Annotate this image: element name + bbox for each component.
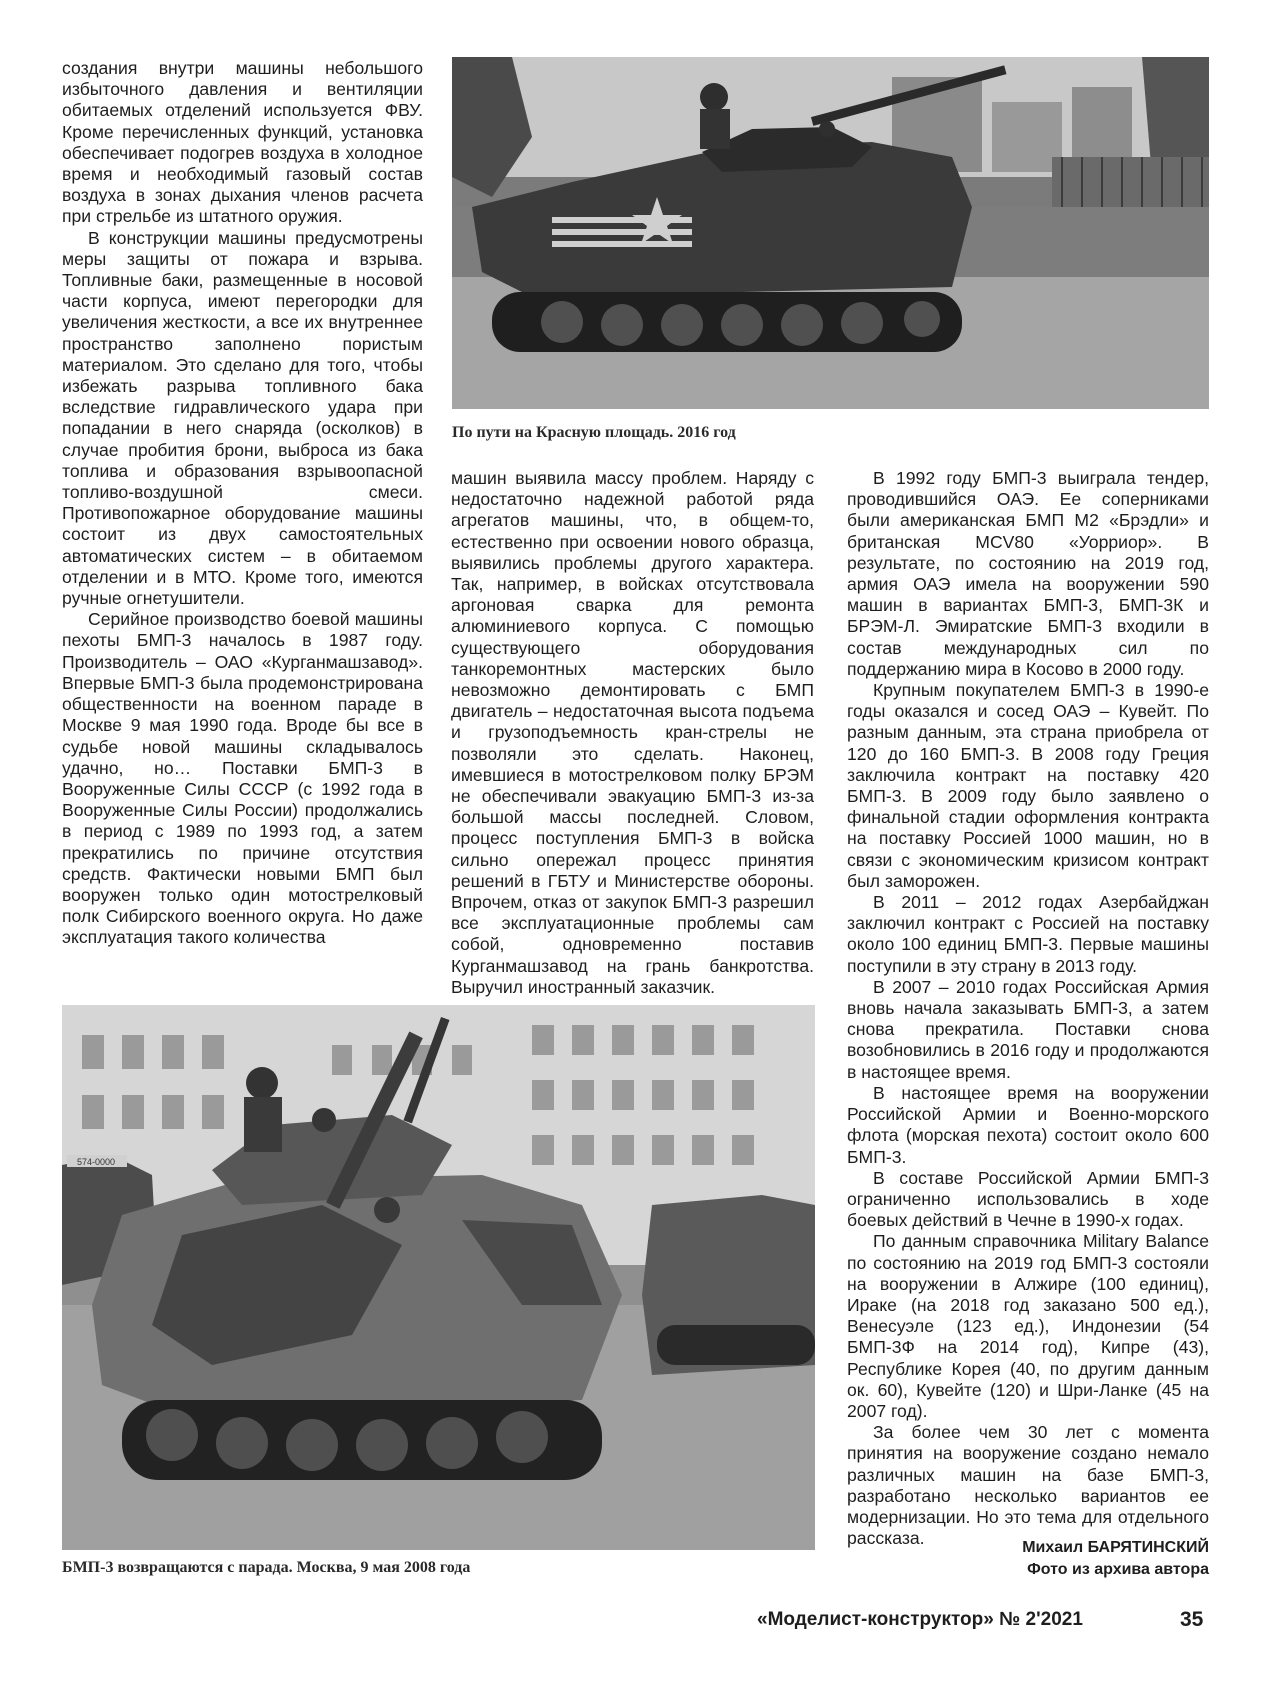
paragraph: В конструкции машины предусмотрены меры защиты от пожара и взрыва. Топливные баки, размещенные в носовой части корпуса, имеют перегородки для увеличения жесткости, а все их внутреннее пространство заполнено пористым материалом. Это сделано для того, чтобы избежать разрыва топливного бака вследствие гидравлического удара при попадании в него снаряда (осколков) в случае пробития брони, выброса из бака топлива и образования взрывоопасной топливо-воздушной смеси. Противопожарное оборудование машины состоит из двух самостоятельных автоматических систем – в обитаемом отделении и в МТО. Кроме того, имеются ручные огнетушители. bbox=[62, 227, 423, 609]
photo-caption-bottom: БМП-3 возвращаются с парада. Москва, 9 мая 2008 года bbox=[62, 1559, 471, 1576]
paragraph: В 1992 году БМП-3 выиграла тендер, проводившийся ОАЭ. Ее соперниками были американская БМП М2 «Брэдли» и британская MCV80 «Уорриор». В результате, по состоянию на 2019 год, армия ОАЭ имела на вооружении 590 машин в вариантах БМП-3, БМП-3К и БРЭМ-Л. Эмиратские БМП-3 входили в состав международных сил по поддержанию мира в Косово в 2000 году. bbox=[847, 468, 1209, 679]
paragraph: Крупным покупателем БМП-3 в 1990-е годы оказался и сосед ОАЭ – Кувейт. По разным данным, эта страна приобрела от 120 до 160 БМП-3. В 2008 году Греция заключила контракт на поставку 420 БМП-3. В 2009 году было заявлено о финальной стадии оформления контракта на поставку Россией 1000 машин, но в связи с экономическим кризисом контракт был заморожен. bbox=[847, 680, 1209, 891]
paragraph: создания внутри машины небольшого избыточного давления и вентиляции обитаемых отделений используется ФВУ. Кроме перечисленных функций, установка обеспечивает подогрев воздуха в холодное время и необходимый газовый состав воздуха в зонах дыхания членов расчета при стрельбе из штатного оружия. bbox=[62, 58, 423, 227]
photo-bmp3-red-square-2016 bbox=[452, 57, 1209, 409]
photo-caption-top: По пути на Красную площадь. 2016 год bbox=[452, 424, 736, 441]
photo-bmp3-parade-2008 bbox=[62, 1005, 815, 1550]
author-name: Михаил БАРЯТИНСКИЙ bbox=[1022, 1539, 1209, 1556]
paragraph: В 2007 – 2010 годах Российская Армия вновь начала заказывать БМП-3, а затем снова прекратила. Поставки снова возобновились в 2016 году и продолжаются в настоящее время. bbox=[847, 976, 1209, 1082]
page-number: 35 bbox=[1180, 1608, 1204, 1631]
paragraph: В 2011 – 2012 годах Азербайджан заключил контракт с Россией на поставку около 100 единиц БМП-3. Первые машины поступили в эту страну в 2013 году. bbox=[847, 892, 1209, 976]
article-column-left bbox=[62, 58, 423, 949]
vehicle-plate: 574-0000 bbox=[76, 1157, 116, 1167]
paragraph: В настоящее время на вооружении Российской Армии и Военно-морского флота (морская пехота) состоит около 600 БМП-3. bbox=[847, 1082, 1209, 1167]
paragraph: За более чем 30 лет с момента принятия на вооружение создано немало различных машин на базе БМП-3, разработано несколько вариантов ее модернизации. Но это тема для отдельного рассказа. bbox=[847, 1422, 1209, 1549]
paragraph: Серийное производство боевой машины пехоты БМП-3 началось в 1987 году. Производитель – ОАО «Курганмашзавод». Впервые БМП-3 была продемонстрирована общественности на военном параде в Москве 9 мая 1990 года. Вроде бы все в судьбе новой машины складывалось удачно, но… Поставки БМП-3 в Вооруженные Силы СССР (с 1992 года в Вооруженные Силы России) продолжались в период с 1989 по 1993 год, а затем прекратились по причине отсутствия средств. Фактически новыми БМП был вооружен только один мотострелковый полк Сибирского военного округа. Но даже эксплуатация такого количества bbox=[62, 609, 423, 948]
article-column-right bbox=[847, 468, 1209, 1549]
paragraph: машин выявила массу проблем. Наряду с недостаточно надежной работой ряда агрегатов машины, что, в общем-то, естественно при освоении нового образца, выявились проблемы другого характера. Так, например, в войсках отсутствовала аргоновая сварка для ремонта алюминиевого корпуса. С помощью существующего оборудования танкоремонтных мастерских было невозможно демонтировать с БМП двигатель – недостаточная высота подъема и грузоподъемность кран-стрелы не позволяли это сделать. Наконец, имевшиеся в мотострелковом полку БРЭМ не обеспечивали эвакуацию БМП-3 из-за большой массы последней. Словом, процесс поступления БМП-3 в войска сильно опережал процесс принятия решений в ГБТУ и Министерстве обороны. Впрочем, отказ от закупок БМП-3 разрешил все эксплуатационные проблемы сам собой, одновременно поставив Курганмашзавод на грань банкротства. Выручил иностранный заказчик. bbox=[451, 468, 814, 997]
paragraph: По данным справочника Military Balance по состоянию на 2019 год БМП-3 состояли на вооружении в Алжире (100 единиц), Ираке (на 2018 год заказано 500 ед.), Венесуэле (123 ед.), Индонезии (54 БМП-3Ф на 2014 год), Кипре (43), Республике Корея (40, по другим данным ок. 60), Кувейте (120) и Шри-Ланке (45 на 2007 год). bbox=[847, 1231, 1209, 1421]
magazine-footer: «Моделист-конструктор» № 2'2021 bbox=[757, 1609, 1083, 1630]
article-column-middle bbox=[451, 468, 814, 998]
photo-credit: Фото из архива автора bbox=[1027, 1561, 1209, 1578]
paragraph: В составе Российской Армии БМП-3 ограниченно использовались в ходе боевых действий в Чечне в 1990-х годах. bbox=[847, 1167, 1209, 1231]
